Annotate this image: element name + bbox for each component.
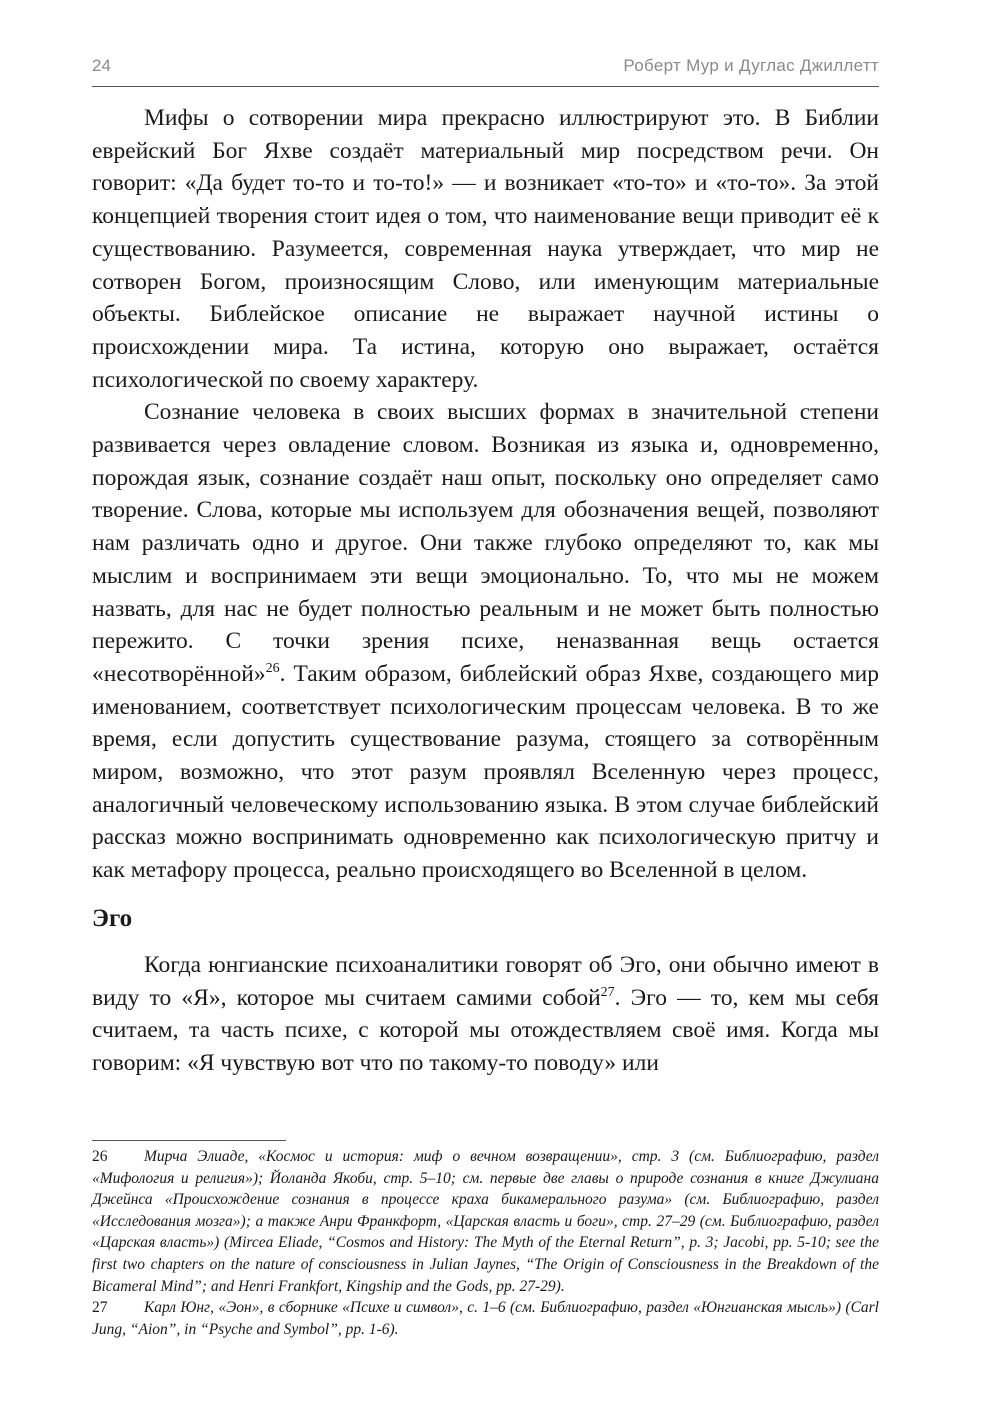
paragraph-ego [92,949,879,1080]
footnote-26 [92,1146,879,1297]
page-number: 24 [92,56,111,75]
footnote-ref-26[interactable]: 26 [265,660,280,676]
paragraph-text: Сознание человека в своих высших формах в значительной степени развивается через овладение словом. Возникая из языка и, одновременно, порождая язык, сознание создаёт наш опыт, поскольку оно определяет само творение. Слова, которые мы используем для обозначения вещей, позволяют нам различать одно и другое. Они также глубоко определяют то, как мы мыслим и воспринимаем эти вещи эмоционально. То, что мы не можем назвать, для нас не будет полностью реальным и не может быть полностью пережито. С точки зрения психе, неназванная вещь остается «несотворённой» [92,399,879,687]
paragraph-creation-myths: Мифы о сотворении мира прекрасно иллюстрируют это. В Библии еврейский Бог Яхве создаёт материальный мир посредством речи. Он говорит: «Да будет то-то и то-то!» — и возникает «то-то» и «то-то». За этой концепцией творения стоит идея о том, что наименование вещи приводит её к существованию. Разумеется, современная наука утверждает, что мир не сотворен Богом, произносящим Слово, или именующим материальные объекты. Библейское описание не выражает научной истины о происхождении мира. Та истина, которую оно выражает, остаётся психологической по своему характеру. [92,105,879,393]
section-heading-ego: Эго [92,904,133,932]
paragraph-text: . Таким образом, библейский образ Яхве, создающего мир именованием, соответствует психологическим процессам человека. В то же время, если допустить существование разума, стоящего за сотворённым миром, возможно, что этот разум проявлял Вселенную через процесс, аналогичный человеческому использованию языка. В этом случае библейский рассказ можно воспринимать одновременно как психологическую притчу и как метафору процесса, реально происходящего во Вселенной в целом. [92,660,879,884]
page-header [92,52,879,87]
footnote-27 [92,1297,879,1340]
paragraph-consciousness [92,396,879,887]
paragraph-text: Когда юнгианские психоаналитики говорят об Эго, они обычно имеют в виду то «Я», которое мы считаем самими собой [92,951,879,1011]
main-text [92,102,879,1080]
footnotes [92,1146,879,1340]
footnote-number: 27 [92,1299,108,1317]
paragraph-text: . Эго — то, кем мы себя считаем, та часть психе, с которой мы отождествляем своё имя. Когда мы говорим: «Я чувствую вот что по такому-то поводу» или [92,984,879,1076]
running-title: Роберт Мур и Дуглас Джиллетт [623,56,879,75]
footnote-ref-27[interactable]: 27 [600,984,615,1000]
footnote-text: Карл Юнг, «Эон», в сборнике «Психе и символ», с. 1–6 (см. Библиографию, раздел «Юнгианская мысль») (Carl Jung, “Aion”, in “Psyche and Symbol”, pp. 1-6). [92,1299,879,1338]
footnote-text: Мирча Элиаде, «Космос и история: миф о вечном возвращении», стр. 3 (см. Библиографию, раздел «Мифология и религия»); Йоланда Якоби, стр. 5–10; см. первые две главы о природе сознания в книге Джулиана Джейнса «Происхождение сознания в процессе краха бикамерального разума» (см. Библиографию, раздел «Исследования мозга»); а также Анри Франкфорт, «Царская власть и боги», стр. 27–29 (см. Библиографию, раздел «Царская власть») (Mircea Eliade, “Cosmos and History: The Myth of the Eternal Return”, p. 3; Jacobi, pp. 5-10; see the first two chapters on the nature of consciousness in Julian Jaynes, “The Origin of Consciousness in the Breakdown of the Bicameral Mind”; and Henri Frankfort, Kingship and the Gods, pp. 27-29). [92,1148,879,1295]
footnote-number: 26 [92,1148,108,1165]
footnote-divider [92,1140,286,1141]
